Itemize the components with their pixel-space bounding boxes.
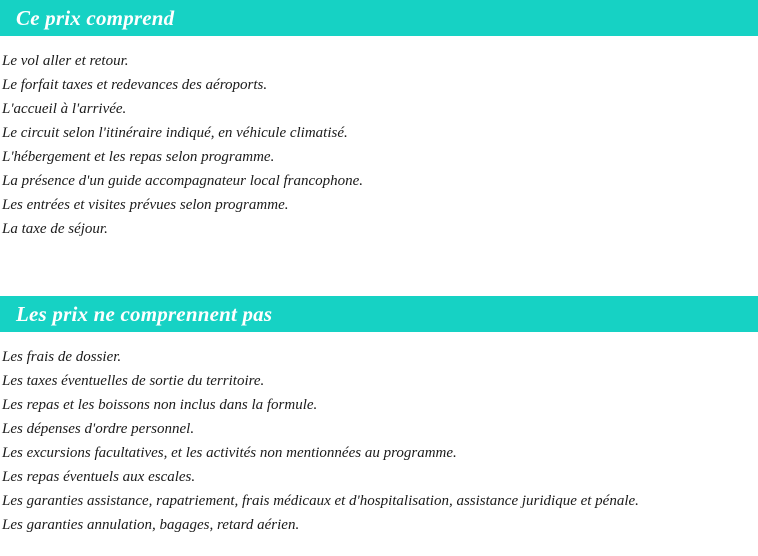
list-item: Les taxes éventuelles de sortie du territoire. — [2, 373, 265, 389]
list-item: Les garanties assistance, rapatriement, frais médicaux et d'hospitalisation, assistance juridique et pénale. — [2, 493, 639, 509]
section-header-includes — [0, 0, 758, 36]
section-body-excludes — [0, 332, 758, 537]
section-body-includes — [0, 36, 758, 241]
list-item: Les garanties annulation, bagages, retard aérien. — [2, 517, 300, 533]
list-item: Le circuit selon l'itinéraire indiqué, en véhicule climatisé. — [2, 125, 348, 141]
list-item: Les excursions facultatives, et les activités non mentionnées au programme. — [2, 445, 457, 461]
list-item: L'accueil à l'arrivée. — [2, 101, 127, 117]
list-item: Les entrées et visites prévues selon programme. — [2, 197, 289, 213]
list-item: La présence d'un guide accompagnateur local francophone. — [2, 173, 364, 189]
section-title-includes: Ce prix comprend — [16, 5, 175, 30]
list-item: Les dépenses d'ordre personnel. — [2, 421, 195, 437]
section-header-excludes — [0, 296, 758, 332]
list-item: L'hébergement et les repas selon programme. — [2, 149, 275, 165]
list-item: Le vol aller et retour. — [2, 53, 129, 69]
section-title-excludes: Les prix ne comprennent pas — [16, 301, 273, 326]
list-item: Les frais de dossier. — [2, 349, 122, 365]
list-item: Le forfait taxes et redevances des aéroports. — [2, 77, 268, 93]
list-item: Les repas et les boissons non inclus dans la formule. — [2, 397, 318, 413]
list-item: Les repas éventuels aux escales. — [2, 469, 196, 485]
section-price-includes — [0, 0, 758, 241]
list-item: La taxe de séjour. — [2, 221, 108, 237]
section-price-excludes — [0, 296, 758, 537]
